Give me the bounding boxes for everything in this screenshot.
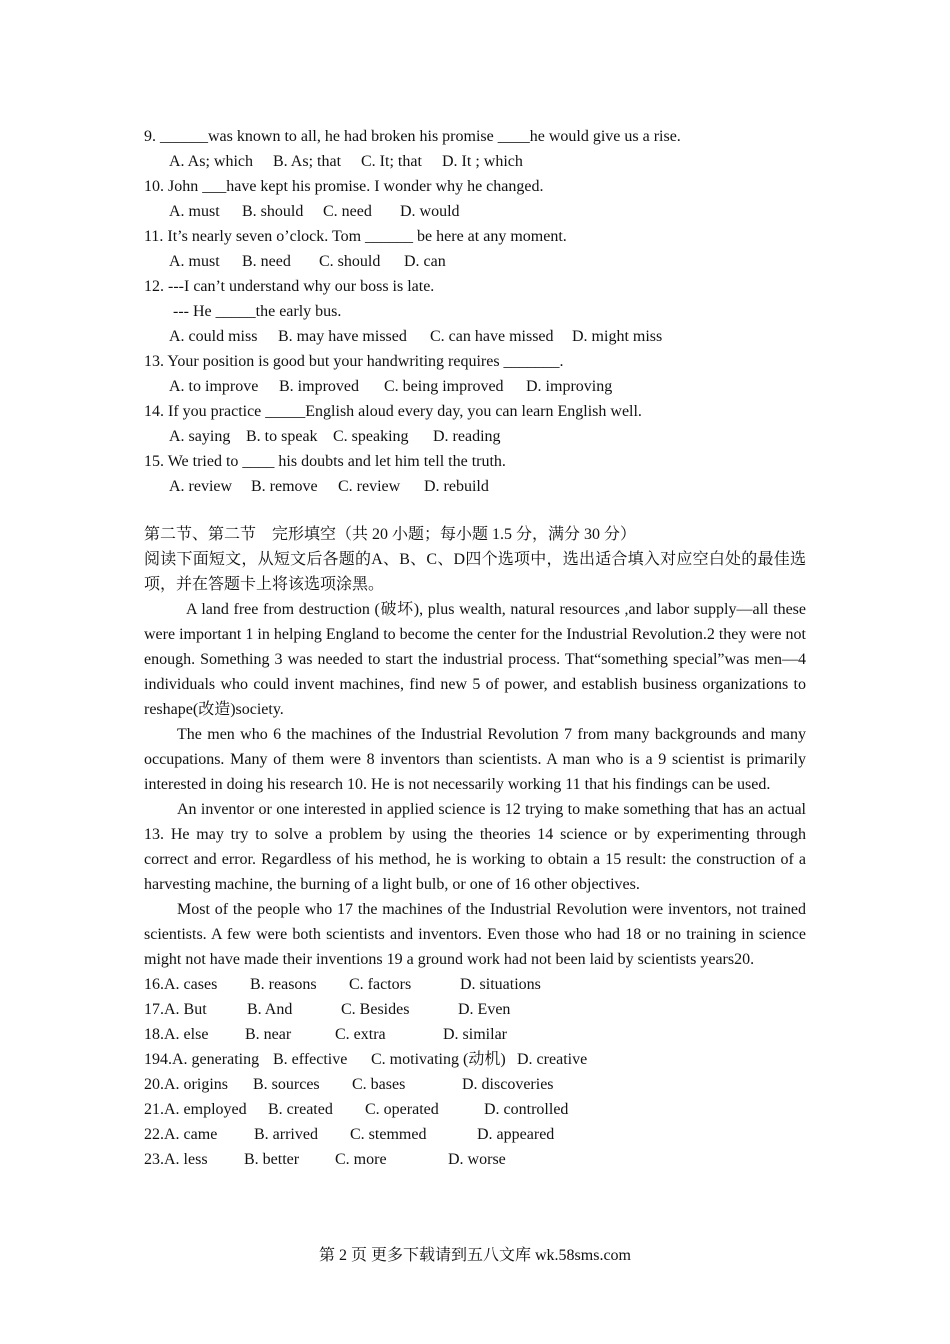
question-13-option-a: A. to improve — [169, 378, 259, 395]
cloze-paragraph-4: Most of the people who 17 the machines of the Industrial Revolution were inventors, not trained scientists. A few were both scientists and inventors. Even those who had 18 or no training in science might not have made their inventions 19 a ground work had not been laid by scientists years20. — [144, 901, 806, 968]
cloze-instructions: 阅读下面短文，从短文后各题的A、B、C、D四个选项中，选出适合填入对应空白处的最佳选项，并在答题卡上将该选项涂黑。 — [144, 551, 806, 593]
question-10-stem: 10. John ___have kept his promise. I wonder why he changed. — [144, 178, 544, 195]
cloze-option-21-d: D. controlled — [484, 1101, 569, 1118]
cloze-option-20-d: D. discoveries — [462, 1076, 554, 1093]
question-15 — [144, 449, 806, 499]
question-11-option-c: C. should — [319, 253, 381, 270]
cloze-heading: 第二节、第二节 完形填空（共 20 小题；每小题 1.5 分，满分 30 分） — [144, 526, 637, 543]
cloze-paragraph-2: The men who 6 the machines of the Industrial Revolution 7 from many backgrounds and many occupations. Many of them were 8 inventors than scientists. A man who is a 9 scientist is primarily interested in doing his research 10. He is not necessarily working 11 that his findings can be used. — [144, 726, 806, 793]
cloze-options-16 — [144, 972, 806, 997]
cloze-options-17 — [144, 997, 806, 1022]
cloze-options-20 — [144, 1072, 806, 1097]
question-14-option-b: B. to speak — [246, 428, 318, 445]
question-15-option-a: A. review — [169, 478, 233, 495]
question-14-options — [144, 424, 806, 449]
question-10-option-d: D. would — [400, 203, 460, 220]
cloze-option-18-d: D. similar — [443, 1026, 507, 1043]
question-13-option-b: B. improved — [279, 378, 359, 395]
question-15-option-b: B. remove — [251, 478, 318, 495]
cloze-option-17-a: 17.A. But — [144, 1001, 207, 1018]
question-15-option-c: C. review — [338, 478, 401, 495]
cloze-paragraph-1: A land free from destruction (破坏), plus wealth, natural resources ,and labor supply—all these were important 1 in helping England to become the center for the Industrial Revolution.2 they were not enough. Something 3 was needed to start the industrial process. That“something special”was men—4 individuals who could invent machines, find new 5 of power, and establish business organizations to reshape(改造)society. — [144, 601, 806, 718]
cloze-option-17-b: B. And — [247, 1001, 293, 1018]
question-13-options — [144, 374, 806, 399]
question-9-option-c: C. It; that — [361, 153, 422, 170]
cloze-option-194-c: C. motivating (动机) — [371, 1051, 506, 1068]
cloze-option-23-a: 23.A. less — [144, 1151, 208, 1168]
question-9-option-b: B. As; that — [273, 153, 342, 170]
question-12-option-a: A. could miss — [169, 328, 258, 345]
question-14-stem: 14. If you practice _____English aloud every day, you can learn English well. — [144, 403, 642, 420]
cloze-option-16-a: 16.A. cases — [144, 976, 218, 993]
cloze-option-18-a: 18.A. else — [144, 1026, 209, 1043]
question-10-option-a: A. must — [169, 203, 220, 220]
cloze-option-21-c: C. operated — [365, 1101, 439, 1118]
question-9-stem: 9. ______was known to all, he had broken his promise ____he would give us a rise. — [144, 128, 681, 145]
question-12-stem: 12. ---I can’t understand why our boss is late. — [144, 278, 435, 295]
question-12-option-d: D. might miss — [572, 328, 663, 345]
cloze-options-23 — [144, 1147, 806, 1172]
question-14-option-c: C. speaking — [333, 428, 409, 445]
question-14-option-d: D. reading — [433, 428, 501, 445]
question-12-stem-reply: --- He _____the early bus. — [173, 303, 342, 320]
cloze-option-17-c: C. Besides — [341, 1001, 410, 1018]
question-15-stem: 15. We tried to ____ his doubts and let him tell the truth. — [144, 453, 506, 470]
question-11-option-a: A. must — [169, 253, 220, 270]
question-12 — [144, 274, 806, 349]
cloze-option-16-c: C. factors — [349, 976, 412, 993]
cloze-option-20-b: B. sources — [253, 1076, 320, 1093]
question-12-options — [144, 324, 806, 349]
question-10-option-c: C. need — [323, 203, 372, 220]
cloze-section — [144, 522, 806, 1172]
cloze-option-17-d: D. Even — [458, 1001, 511, 1018]
cloze-option-16-d: D. situations — [460, 976, 541, 993]
cloze-option-23-b: B. better — [244, 1151, 300, 1168]
cloze-paragraph-3: An inventor or one interested in applied science is 12 trying to make something that has an actual 13. He may try to solve a problem by using the theories 14 science or by experimenting through correct and error. Regardless of his method, he is working to obtain a 15 result: the construction of a harvesting machine, the burning of a light bulb, or one of 16 other objectives. — [144, 801, 806, 893]
cloze-options-21 — [144, 1097, 806, 1122]
question-13-stem: 13. Your position is good but your handwriting requires _______. — [144, 353, 564, 370]
question-9-options — [144, 149, 806, 174]
question-9-option-d: D. It ; which — [442, 153, 523, 170]
cloze-option-23-d: D. worse — [448, 1151, 506, 1168]
cloze-option-194-d: D. creative — [517, 1051, 588, 1068]
question-13 — [144, 349, 806, 399]
question-10 — [144, 174, 806, 224]
cloze-option-22-b: B. arrived — [254, 1126, 318, 1143]
question-12-option-b: B. may have missed — [278, 328, 407, 345]
cloze-option-18-b: B. near — [245, 1026, 292, 1043]
cloze-option-16-b: B. reasons — [250, 976, 317, 993]
question-11-stem: 11. It’s nearly seven o’clock. Tom ______ be here at any moment. — [144, 228, 567, 245]
grammar-questions — [144, 124, 806, 499]
question-9-option-a: A. As; which — [169, 153, 253, 170]
question-13-option-c: C. being improved — [384, 378, 504, 395]
cloze-option-20-c: C. bases — [352, 1076, 406, 1093]
question-14 — [144, 399, 806, 449]
page-content — [144, 124, 806, 1172]
question-11-option-b: B. need — [242, 253, 291, 270]
cloze-option-21-a: 21.A. employed — [144, 1101, 247, 1118]
question-11 — [144, 224, 806, 274]
cloze-option-23-c: C. more — [335, 1151, 387, 1168]
question-9 — [144, 124, 806, 174]
question-15-option-d: D. rebuild — [424, 478, 489, 495]
cloze-option-20-a: 20.A. origins — [144, 1076, 228, 1093]
question-13-option-d: D. improving — [526, 378, 613, 395]
cloze-options-22 — [144, 1122, 806, 1147]
page-footer: 第 2 页 更多下载请到五八文库 wk.58sms.com — [318, 1247, 631, 1264]
cloze-option-22-d: D. appeared — [477, 1126, 555, 1143]
cloze-option-18-c: C. extra — [335, 1026, 386, 1043]
question-11-options — [144, 249, 806, 274]
question-14-option-a: A. saying — [169, 428, 231, 445]
cloze-options-194 — [144, 1047, 806, 1072]
cloze-option-21-b: B. created — [268, 1101, 333, 1118]
cloze-option-194-a: 194.A. generating — [144, 1051, 260, 1068]
cloze-option-22-a: 22.A. came — [144, 1126, 218, 1143]
question-12-option-c: C. can have missed — [430, 328, 554, 345]
question-15-options — [144, 474, 806, 499]
question-10-options — [144, 199, 806, 224]
cloze-option-22-c: C. stemmed — [350, 1126, 427, 1143]
cloze-option-194-b: B. effective — [273, 1051, 348, 1068]
question-10-option-b: B. should — [242, 203, 304, 220]
question-11-option-d: D. can — [404, 253, 446, 270]
cloze-options-18 — [144, 1022, 806, 1047]
